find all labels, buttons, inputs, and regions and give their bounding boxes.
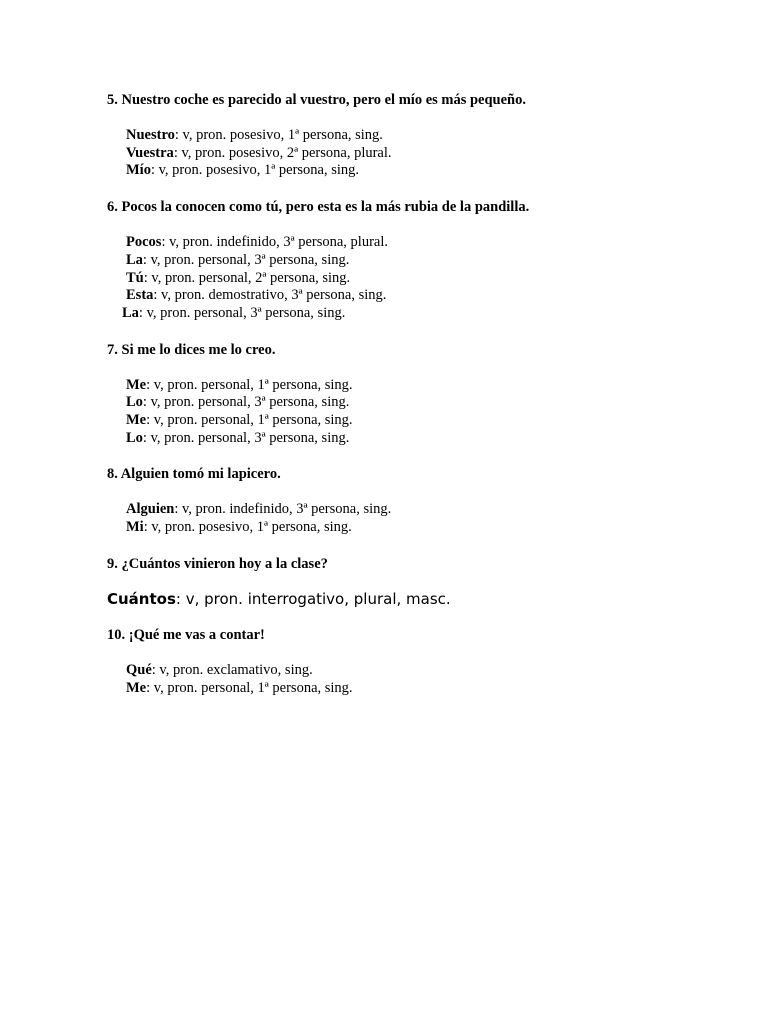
answer-desc: : v, pron. demostrativo, 3ª persona, sing. [153,287,387,304]
answer-desc: : v, pron. personal, 2ª persona, sing. [143,269,351,286]
answers-8 [126,501,727,536]
answer-desc: : v, pron. posesivo, 2ª persona, plural. [173,144,392,161]
answer-desc: : v, pron. posesivo, 1ª persona, sing. [174,127,383,143]
answer-desc: : v, pron. posesivo, 1ª persona, sing. [150,162,360,179]
answer-term: Mi [126,519,144,536]
answer-term: Me [126,679,147,696]
question-5: 5. Nuestro coche es parecido al vuestro, pero el mío es más pequeño. [107,92,526,108]
answer-item [126,270,727,288]
question-7: 7. Si me lo dices me lo creo. [107,341,276,358]
answers-7 [126,377,727,448]
answer-desc: : v, pron. personal, 1ª persona, sing. [146,412,353,429]
answer-term: Tú [126,269,144,286]
answer-term: Pocos [126,234,162,251]
answer-term: La [126,251,143,268]
answer-item [126,519,727,537]
answer-term: Qué [126,661,152,678]
answer-item [126,394,727,412]
answer-term: Mío [126,162,151,179]
answer-item [126,162,727,180]
answer-term: Alguien [126,501,175,518]
answers-5 [126,127,727,180]
answer-item [126,412,727,430]
answer-term: Vuestra [126,144,174,161]
answer-item [126,234,727,252]
answer-item [126,287,727,305]
answer-desc: : v, pron. personal, 3ª persona, sing. [142,251,350,268]
answer-item [126,430,727,448]
answer-desc: : v, pron. personal, 1ª persona, sing. [146,679,353,696]
answer-desc: : v, pron. indefinido, 3ª persona, sing. [174,501,392,518]
question-6: 6. Pocos la conocen como tú, pero esta es la más rubia de la pandilla. [107,199,530,216]
answer-item [126,680,727,698]
answer-desc: : v, pron. personal, 1ª persona, sing. [146,376,353,393]
answers-10 [126,662,727,697]
answer-term: Esta [126,287,154,304]
answer-desc: : v, pron. indefinido, 3ª persona, plural. [161,234,388,251]
answer-desc: : v, pron. posesivo, 1ª persona, sing. [143,519,352,536]
answer-term: Me [126,412,147,429]
answer-item [107,590,727,608]
answers-6 [122,234,727,323]
answer-item [126,377,727,395]
document-content [107,91,727,715]
answer-term: Lo [126,429,143,446]
answer-item [126,252,727,270]
answer-term: Nuestro [126,127,175,143]
answer-desc: : v, pron. personal, 3ª persona, sing. [138,304,346,321]
answer-term: La [122,304,139,321]
answer-term: Me [126,376,147,393]
answer-term: Cuántos [107,589,176,608]
question-8: 8. Alguien tomó mi lapicero. [107,466,281,483]
answer-item [126,145,727,163]
answer-desc: : v, pron. personal, 3ª persona, sing. [142,394,350,411]
answer-desc: : v, pron. interrogativo, plural, masc. [175,589,451,608]
question-9: 9. ¿Cuántos vinieron hoy a la clase? [107,555,328,572]
answer-item [122,305,727,323]
answer-desc: : v, pron. exclamativo, sing. [151,661,313,678]
answer-item [126,127,727,145]
question-10: 10. ¡Qué me vas a contar! [107,626,265,643]
answer-desc: : v, pron. personal, 3ª persona, sing. [142,429,350,446]
answer-item [126,501,727,519]
answer-term: Lo [126,394,143,411]
answer-item [126,662,727,680]
